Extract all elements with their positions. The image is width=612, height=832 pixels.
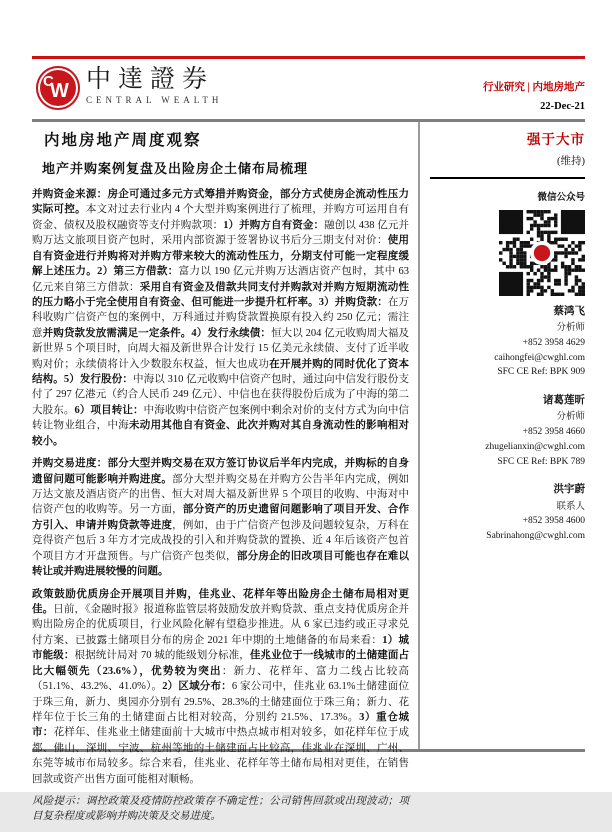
text-segment: 在开展并购的同时优化了资本结构。 (32, 358, 410, 386)
cw-logo-icon (36, 66, 80, 110)
page-subtitle: 地产并购案例复盘及出险房企土储布局梳理 (42, 161, 309, 176)
contact-phone: +852 3958 4660 (522, 427, 585, 438)
contacts-list (430, 304, 585, 544)
paragraph-landbank-layout (32, 587, 409, 787)
logo-letter-w: W (50, 80, 69, 102)
text-segment: 未动用其他自有资金、此次并购对其自身流动性的影响相对较小。 (32, 420, 409, 447)
contact-role: 分析师 (556, 412, 585, 423)
text-segment: 2）第三方借款： (97, 266, 179, 278)
column-divider (418, 122, 420, 750)
text-segment: 政策鼓励优质房企开展项目并购，佳兆业、花样年等出险房企土储布局相对更佳。 (32, 588, 409, 615)
text-segment: 佳兆业位于一线城市的土储建面占比大幅领先（23.6%），优势较为突出 (32, 650, 410, 677)
text-segment: 日前，《金融时报》报道称监管层将鼓励发放并购贷款、重点支持优质房企并购出险房企的优质项目，行业风险化解有望稳步推进。从 6 家已违约或正寻求兑付方案、已披露土储项目分布的房企 2021 年中期的土地储备的布局来看： (32, 603, 410, 646)
brand-name-en: CENTRAL WEALTH (86, 94, 223, 105)
text-segment: 5）发行股份： (63, 374, 133, 386)
rating-status: (维持) (557, 156, 585, 167)
text-segment: 富力以 190 亿元并购万达酒店资产包时，其中 63 亿元来自第三方借款： (32, 266, 410, 293)
text-segment: ，例如，由于广信资产包涉及问题较复杂，万科在竞得资产包后 3 年方才完成战投的引入和并购贷款的置换、近 4 年后该资产包首个项目方才开盘预售。与广信资产包类似， (32, 519, 410, 562)
text-segment: 部分资产的历史遗留问题影响了项目开发、合作方引入、申请并购贷款等进度 (32, 504, 410, 531)
text-segment: 融创以 438 亿元并购万达文旅项目资产包时，采用内部资源于签署协议书后分三期支付对价： (32, 219, 410, 247)
logo-letter-c: C (43, 73, 54, 90)
text-segment: 3）并购贷款： (318, 296, 388, 308)
wechat-qr-code-icon (499, 210, 585, 296)
text-segment: 中海以 310 亿元收购中信资产包时，通过向中信发行股份支付了 297 亿港元（约合人民币 249 亿元）、中信也在获得股份后成为了中海的第二大股东。 (32, 374, 410, 416)
top-red-rule (32, 56, 585, 59)
contact-email[interactable]: zhugelianxin@cwghl.com (485, 441, 585, 452)
contact-sfc-ref: SFC CE Ref: BPK 909 (497, 367, 585, 378)
text-segment: ：新力、花样年、富力二线占比较高（51.1%、43.2%、41.0%）。 (32, 665, 409, 693)
text-segment: 花样年、佳兆业土储建面前十大城市中热点城市相对较多，如花样年位于成都、佛山、深圳、宁波、杭州等地的土储建面占比较高，佳兆业在深圳、广州、东莞等城市布局较多。综合来看，佳兆业、花样年等土储布局相对更佳，在销售回款或资产出售方面可能相对顺畅。 (32, 727, 410, 785)
text-segment: 并购交易进度：部分大型并购交易在双方签订协议后半年内完成，并购标的自身遗留问题可能影响并购进度。 (32, 458, 409, 485)
text-segment: 4）发行永续债： (191, 327, 272, 339)
paragraph-risk-note (32, 794, 409, 825)
contact-name: 蔡鸿飞 (553, 306, 585, 317)
text-segment: 部分大型并购交易在并购方公告半年内完成，例如万达文旅及酒店资产的出售、恒大对周大福及新世界 5 个项目的收购、中海对中信资产包的收购等。另一方面， (32, 473, 410, 516)
contact-card (430, 304, 585, 380)
contact-role: 分析师 (556, 323, 585, 334)
rating-badge: 强于大市 (527, 132, 585, 147)
contact-email[interactable]: caihongfei@cwghl.com (494, 352, 585, 363)
text-segment: 2）区域分布： (162, 681, 232, 693)
paragraph-deal-progress (32, 456, 409, 579)
text-segment: 使用自有资金进行并购将对并购方带来较大的流动性压力，分期支付可能一定程度缓解上述压力。 (32, 235, 410, 278)
text-segment: 风险提示：调控政策及疫情防控政策存不确定性；公司销售回款或出现波动；项目复杂程度或影响并购决策及交易进度。 (32, 796, 409, 823)
sidebar-rule (430, 177, 585, 179)
paragraph-funding-sources (32, 187, 409, 449)
brand-text (86, 66, 222, 105)
contact-name: 诸葛莲昕 (543, 395, 585, 407)
text-segment: 1）并购方自有资金： (223, 219, 325, 231)
qr-container (430, 210, 585, 296)
wechat-label: 微信公众号 (537, 193, 585, 203)
text-segment: 本文对过去行业内 4 个大型并购案例进行了梳理，并购方可运用自有资金、债权及股权融资等支付并购款项： (32, 204, 410, 231)
text-segment: 采用自有资金及借款共同支付并购款对并购方短期流动性的压力略小于完全使用自有资金、但可能进一步提升杠杆率。 (32, 281, 410, 308)
text-segment: 1）城市能级： (32, 634, 410, 662)
main-column (32, 126, 409, 832)
brand-name-zh: 中達證券 (86, 66, 215, 93)
contact-phone: +852 3958 4600 (522, 516, 585, 527)
contact-sfc-ref: SFC CE Ref: BPK 789 (497, 456, 585, 467)
contact-role: 联系人 (556, 501, 585, 512)
header-rule (32, 119, 585, 122)
text-segment: 在万科收购广信资产包的案例中，万科通过并购贷款置换原有投入约 250 亿元；需注意 (32, 296, 410, 339)
text-segment: 3）重仓城市： (32, 711, 410, 739)
brand-logo (36, 66, 222, 110)
contact-email[interactable]: Sabrinahong@cwghl.com (486, 530, 585, 541)
text-segment: 恒大以 204 亿元收购周大福及新世界 5 个项目时，向周大福及新世界合计发行 15 亿美元永续债、支付了近半收购对价；永续债将计入少数股东权益，恒大也成功 (32, 327, 410, 370)
text-segment: 根据统计局对 70 城的能级划分标准， (74, 650, 250, 662)
text-segment: 并购资金来源：房企可通过多元方式筹措并购资金，部分方式使房企流动性压力实际可控。 (32, 189, 409, 216)
report-date: 22-Dec-21 (540, 101, 585, 112)
contact-phone: +852 3958 4629 (522, 337, 585, 348)
sidebar (430, 128, 585, 557)
text-segment: 并购贷款发放需满足一定条件。 (42, 327, 192, 339)
body-paragraphs (32, 187, 409, 825)
page-title: 内地房地产周度观察 (44, 132, 202, 149)
text-segment: 部分房企的旧改项目可能也存在难以转让或并购进展较慢的问题。 (32, 550, 410, 578)
contact-card (430, 482, 585, 543)
text-segment: 6）项目转让： (74, 404, 144, 416)
text-segment: 中海收购中信资产包案例中剩余对价的支付方式为向中信转让物业组合，中海 (32, 404, 410, 432)
report-category: 行业研究 | 内地房地产 (482, 82, 585, 93)
contact-card (430, 393, 585, 469)
contact-name: 洪宇蔚 (553, 484, 585, 496)
text-segment: 6 家公司中，佳兆业 63.1%土储建面位于珠三角，新力、奥园亦分别有 29.5%、28.3%的土储建面位于珠三角；新力、花样年位于长三角的土储建面占比相对较高，分别约 21.5%、17.3%。 (32, 681, 409, 723)
